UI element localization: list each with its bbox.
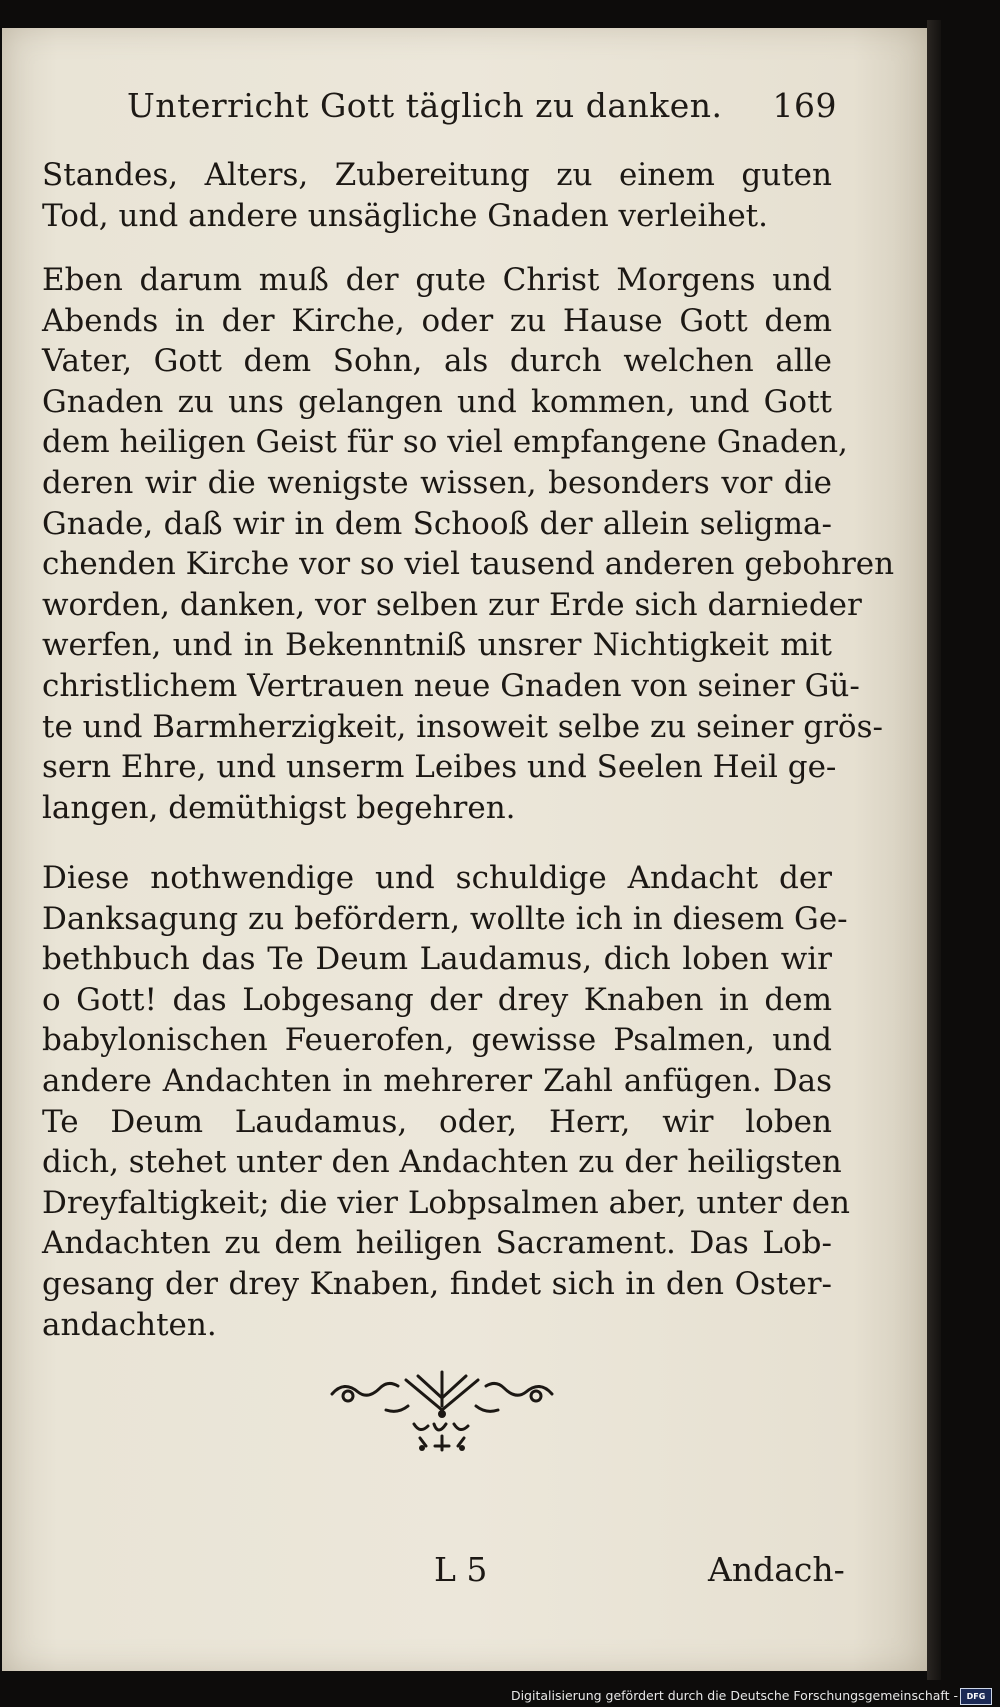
book-page [2,28,927,1671]
text-line: Standes, Alters, Zubereitung zu einem guten [42,157,832,193]
page-edge-shadow [927,20,941,1680]
text-line: sern Ehre, und unserm Leibes und Seelen Heil ge- [42,749,837,786]
text-line: dich, stehet unter den Andachten zu der heiligsten [42,1144,842,1181]
text-line: andere Andachten in mehrerer Zahl anfügen. Das [42,1062,832,1099]
text-line: Eben darum muß der gute Christ Morgens und [42,262,832,298]
text-line: bethbuch das Te Deum Laudamus, dich loben wir [42,941,832,978]
text-line: chenden Kirche vor so viel tausend anderen gebohren [42,546,895,583]
page-number: 169 [772,86,837,125]
digitization-credit: Digitalisierung gefördert durch die Deutsche Forschungsgemeinschaft - [510,1688,958,1703]
signature-mark: L 5 [434,1550,488,1589]
text-line: Tod, und andere unsägliche Gnaden verleihet. [42,197,768,234]
text-line: gesang der drey Knaben, findet sich in den Oster- [42,1265,832,1302]
text-line: Gnaden zu uns gelangen und kommen, und Gott [42,383,832,420]
text-line: christlichem Vertrauen neue Gnaden von seiner Gü- [42,667,860,704]
paragraph-2 [42,260,895,828]
text-line: Andachten zu dem heiligen Sacrament. Das Lob- [42,1225,832,1262]
text-line: langen, demüthigst begehren. [42,789,516,826]
text-line: o Gott! das Lobgesang der drey Knaben in dem [42,981,832,1018]
text-line: te und Barmherzigkeit, insoweit selbe zu seiner grös- [42,708,883,745]
text-line: deren wir die wenigste wissen, besonders vor die [42,464,832,501]
text-line: werfen, und in Bekenntniß unsrer Nichtigkeit mit [42,627,832,664]
text-line: Diese nothwendige und schuldige Andacht der [42,860,832,896]
text-line: Dreyfaltigkeit; die vier Lobpsalmen aber, unter den [42,1184,850,1221]
printers-ornament-icon [322,1366,562,1456]
catchword: Andach- [708,1550,845,1589]
paragraph-1 [42,155,832,236]
dfg-logo [960,1688,992,1705]
text-line: worden, danken, vor selben zur Erde sich darnieder [42,586,862,623]
running-head [127,86,837,136]
text-line: andachten. [42,1306,217,1343]
dfg-logo-text: DFG [966,1692,986,1701]
paragraph-3 [42,858,850,1345]
running-head-title: Unterricht Gott täglich zu danken. [127,86,723,125]
text-line: Vater, Gott dem Sohn, als durch welchen alle [42,343,832,380]
text-line: Danksagung zu befördern, wollte ich in diesem Ge- [42,900,848,937]
text-line: Abends in der Kirche, oder zu Hause Gott dem [42,302,832,339]
text-line: Gnade, daß wir in dem Schooß der allein seligma- [42,505,832,542]
text-line: Te Deum Laudamus, oder, Herr, wir loben [42,1103,832,1140]
text-line: babylonischen Feuerofen, gewisse Psalmen, und [42,1022,832,1059]
text-line: dem heiligen Geist für so viel empfangene Gnaden, [42,424,848,461]
